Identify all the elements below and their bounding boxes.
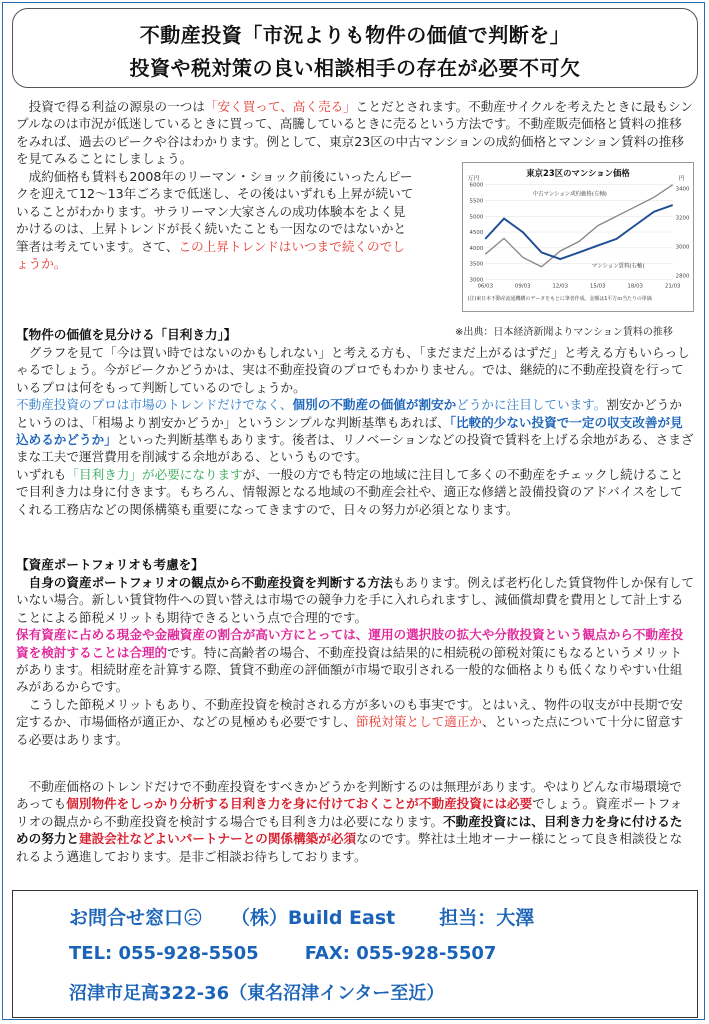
intro-paragraph-2: 成約価格も賃料も2008年のリーマン・ショック前後にいったんピークを迎えて12～13年ごろまで低迷し、その後はいずれも上昇が続いていることがわかります。サラリーマン大家さんの成功体験本をよく見かけるのは、上昇トレンドが長く続いたことも一因なのではないかと筆者は考えています。さて、この上昇トレンドはいつまで続くのでしょうか。: [16, 169, 414, 272]
price-rent-chart: [462, 162, 694, 312]
intro-paragraph-1: 投資で得る利益の源泉の一つは「安く買って、高く売る」ことだとされます。不動産サイクルを考えたときに最もシンプルなのは市況が低迷しているときに買って、高騰しているときに売るという方法です。不動産販売価格と賃料の推移をみれば、過去のピークや谷はわかります。例として、東京23区の中古マンションの成約価格とマンション賃料の推移を見てみることにしましょう。: [16, 99, 693, 167]
chart-source: ※出典：日本経済新聞よりマンション賃料の推移: [455, 327, 673, 338]
contact-label: お問合せ窓口☹: [69, 907, 203, 929]
chart-left-tick: 5000: [469, 214, 484, 221]
section1-body: グラフを見て「今は買い時ではないのかもしれない」と考える方も、「まだまだ上がるはずだ」と考える方もいらっしゃるでしょう。今がピークかどうかは、実は不動産投資のプロでもわかりません。では、継続的に不動産投資を行っているプロは何をもって判断しているのでしょうか。 不動産投資のプロは市場のトレンドだけでなく、個別の不動産の価値が割安かどうかに注目しています。割安かどうかというのは、「相場より割安かどうか」というシンプルな判断基準もあれば、「比較的少ない投資で一定の収支改善が見込めるかどうか」といった判断基準もあります。後者は、リノベーションなどの投資で賃料を上げる余地がある、さまざまな工夫で運営費用を削減する余地がある、というものです。 いずれも「目利き力」が必要になりますが、一般の方でも特定の地域に注目して多くの不動産をチェックし続けることで目利き力は身に付きます。もちろん、情報源となる地域の不動産会社や、適正な修繕と設備投資のアドバイスをしてくれる工務店などの関係構築も重要になってきますので、日々の努力が必須となります。: [16, 345, 694, 517]
chart-left-tick: 5500: [469, 198, 484, 205]
title-line2: 投資や税対策の良い相談相手の存在が必要不可欠: [129, 56, 581, 80]
chart-left-unit: 万円: [467, 175, 480, 182]
chart-x-tick: 09/03: [514, 283, 531, 290]
chart-right-tick: 3000: [675, 244, 690, 251]
contact-tel[interactable]: TEL: 055-928-5505: [69, 943, 259, 964]
title-box: [12, 8, 698, 88]
chart-note: (注)東日本不動産流通機構のデータをもとに筆者作成。金額は1平方ｍ当たりの単価: [467, 296, 652, 303]
section1-heading: 【物件の価値を見分ける「目利き力」】: [16, 327, 237, 342]
chart-left-tick: 4500: [469, 230, 484, 237]
chart-legend-rent: マンション賃料(右軸): [591, 263, 645, 270]
closing-paragraph: 不動産価格のトレンドだけで不動産投資をすべきかどうかを判断するのは無理があります。やはりどんな市場環境であっても個別物件をしっかり分析する目利き力を身に付けておくことが不動産投資には必要でしょう。資産ポートフォリオの観点から不動産投資を検討する場合でも目利き力は必要になります。不動産投資には、目利き力を身に付けるための努力と建設会社などよいパートナーとの関係構築が必須なのです。弊社は土地オーナー様にとって良き相談役となれるよう邁進しております。是非ご相談お待ちしております。: [16, 779, 683, 864]
chart-x-tick: 21/03: [664, 283, 681, 290]
contact-box: [12, 890, 698, 1018]
section2-heading: 【資産ポートフォリオも考慮を】: [16, 557, 204, 572]
chart-left-tick: 6000: [469, 182, 484, 189]
chart-left-tick: 3000: [469, 277, 484, 284]
chart-right-tick: 2800: [675, 273, 690, 280]
chart-right-tick: 3200: [675, 215, 690, 222]
contact-person: 担当：大澤: [439, 907, 535, 929]
chart-legend-price: 中古マンション成約価格(左軸): [532, 191, 607, 198]
chart-x-tick: 06/03: [477, 283, 494, 290]
chart-left-tick: 4000: [469, 245, 484, 252]
contact-phone-row: [69, 943, 496, 964]
chart-x-tick: 12/03: [552, 283, 569, 290]
chart-x-tick: 18/03: [627, 283, 644, 290]
contact-company: （株）Build East: [230, 907, 396, 929]
chart-left-tick: 3500: [469, 261, 484, 268]
title-line1: 不動産投資「市況よりも物件の価値で判断を」: [139, 23, 571, 47]
contact-address: 沼津市足高322-36（東名沼津インター至近）: [69, 983, 445, 1004]
contact-header: [69, 903, 534, 930]
chart-x-tick: 15/03: [589, 283, 606, 290]
chart-right-tick: 3400: [675, 186, 690, 193]
chart-right-unit: 円: [678, 175, 685, 182]
chart-title: 東京23区のマンション価格: [526, 167, 630, 178]
contact-fax: FAX: 055-928-5507: [304, 943, 497, 964]
section2-body: 自身の資産ポートフォリオの観点から不動産投資を判断する方法もあります。例えば老朽化した賃貸物件しか保有していない場合。新しい賃貸物件への買い替えは市場での競争力を手に入れられますし、減価償却費を費用として計上することによる節税メリットも期待できるという点で合理的です。 保有資産に占める現金や金融資産の割合が高い方にとっては、運用の選択肢の拡大や分散投資という観点から不動産投資を検討することは合理的です。特に高齢者の場合、不動産投資は結果的に相続税の節税対策にもなるというメリットがあります。相続財産を計算する際、賃貸不動産の評価額が市場で取引される一般的な価格よりも低くなりやすい仕組みがあるからです。 こうした節税メリットもあり、不動産投資を検討される方が多いのも事実です。とはいえ、物件の収支が中長期で安定するか、市場価格が適正か、などの見極めも必要ですし、節税対策として適正か、といった点について十分に留意する必要はあります。: [16, 575, 694, 747]
